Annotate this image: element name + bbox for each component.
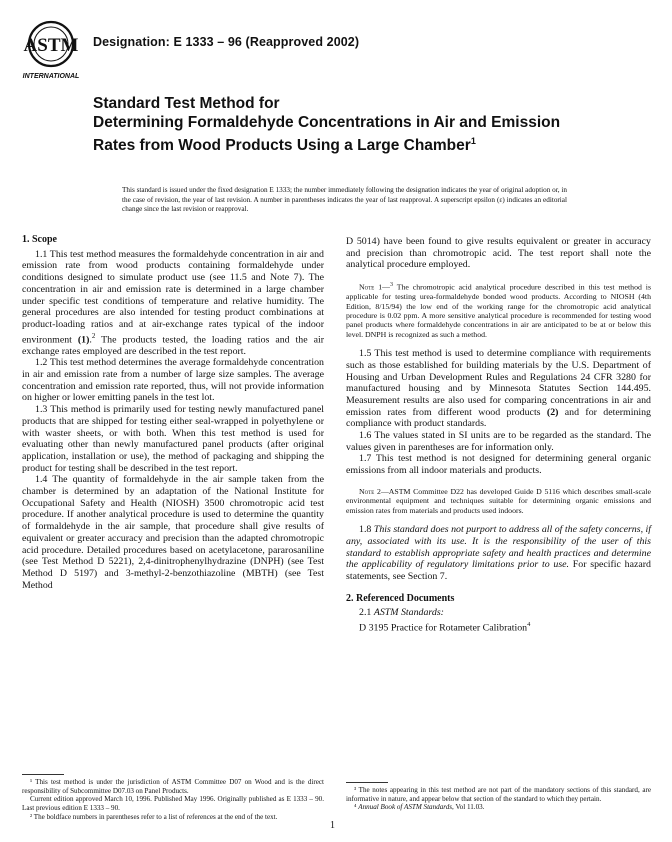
logo-caption: INTERNATIONAL	[22, 73, 80, 80]
paragraph-1-5: 1.5 This test method is used to determine compliance with requirements such as those established for building materials by the U.S. Department of Housing and Urban Development Rules and Regulations 24 CFR 3280 for manufactured housing and by Minnesota Statutes Section 144.495. Measurement results are also used for comparing concentrations in air and emission rates from different wood products (2) and for determining compliance with product standards.	[346, 348, 651, 430]
title-main: Determining Formaldehyde Concentrations in Air and Emission Rates from Wood Products Using a Large Chamber	[93, 113, 561, 155]
paragraph-1-2: 1.2 This test method determines the average formaldehyde concentration in air and emission rate from a number of large size samples. The average concentration and emission rate reported, thus, will not provide information on higher or lower emitting panels in the test lot.	[22, 357, 324, 404]
footnote-1: ¹ This test method is under the jurisdiction of ASTM Committee D07 on Wood and is the direct responsibility of Subcommittee D07.03 on Panel Products.	[22, 778, 324, 795]
footnote-3: ³ The notes appearing in this test method are not part of the mandatory sections of this standard, are informative in nature, and appear below that section of the standard to which they pertain.	[346, 786, 651, 803]
document-title	[93, 95, 563, 156]
footnote-1b: Current edition approved March 10, 1996. Published May 1996. Originally published as E 1333 – 90. Last previous edition E 1333 – 90.	[22, 795, 324, 813]
left-column	[22, 234, 324, 591]
paragraph-1-1: 1.1 This test method measures the formaldehyde concentration in air and emission rate from wood products containing formaldehyde under conditions designed to simulate product use (see 11.5 and Note 7). The concentration in air and emission rate is determined in a large chamber under specific test conditions of temperature and relative humidity. The general procedures are also intended for testing product combinations at product-loading ratios and at air-exchange rates typical of the indoor environment (1).$^2$ The products tested, the loading ratios and the air exchange rates employed are described in the test report.	[22, 248, 324, 357]
title-footnote-mark: 1	[470, 136, 476, 146]
page-number: 1	[330, 820, 335, 831]
reference-d3195: D 3195 Practice for Rotameter Calibration$^4$	[359, 621, 531, 634]
paragraph-1-4: 1.4 The quantity of formaldehyde in the air sample taken from the chamber is determined by an adaptation of the National Institute for Occupational Safety and Health (NIOSH) 3500 chromotropic acid test procedure. If another analytical procedure is used to determine the quantity of formaldehyde in the air sample, that procedure shall give results of equivalent or greater accuracy and precision than the adapted chromotropic acid procedure. Detailed procedures based on acetylacetone, pararosaniline (see Test Method D 5221), 2,4-dinitrophenylhydrazine (DNPH) (see Test Method D 5197) and 3-methyl-2-benzothiazoline (MBTH) (see Test Method	[22, 474, 324, 591]
svg-text:ASTM: ASTM	[23, 35, 79, 56]
footnote-2: ² The boldface numbers in parentheses refer to a list of references at the end of the text.	[30, 812, 278, 821]
footnotes-left	[22, 778, 324, 822]
intro-statement: This standard is issued under the fixed designation E 1333; the number immediately following the designation indicates the year of original adoption or, in the case of revision, the year of last revision. A number in parentheses indicates the year of last reapproval. A superscript epsilon (ε) indicates an editorial change since the last revision or reapproval.	[122, 186, 567, 214]
footnote-rule-right	[346, 782, 388, 783]
paragraph-1-7: 1.7 This test method is not designed for determining general organic emissions from all indoor materials and products.	[346, 453, 651, 477]
note-1: Note 1—$^3$ The chromotropic acid analytical procedure described in this test method is applicable for testing urea-formaldehyde bonded wood products. According to NIOSH (4th Edition, 8/15/94) the low end of the working range for the chromotropic acid analytical procedure is 0.02 ppm. A more sensitive analytical procedure is recommended for testing wood panel products where formaldehyde concentrations in air are anticipated to be at or below this level. DNPH is recognized as such a method.	[346, 282, 651, 339]
section-1-heading: 1. Scope	[22, 234, 57, 245]
footnote-4: ⁴ Annual Book of ASTM Standards, Vol 11.03.	[354, 803, 485, 812]
footnotes-right	[346, 786, 651, 812]
designation: Designation: E 1333 – 96 (Reapproved 2002)	[93, 35, 360, 49]
note-2: Note 2—ASTM Committee D22 has developed Guide D 5116 which describes small-scale environmental equipment and techniques suitable for determining organic emissions and emission rates from materials and products used indoors.	[346, 486, 651, 515]
right-column	[346, 236, 651, 634]
paragraph-1-8: 1.8 This standard does not purport to address all of the safety concerns, if any, associated with its use. It is the responsibility of the user of this standard to establish appropriate safety and health practices and determine the applicability of regulatory limitations prior to use. For specific hazard statements, see Section 7.	[346, 524, 652, 582]
paragraph-1-6: 1.6 The values stated in SI units are to be regarded as the standard. The values given in parentheses are for information only.	[346, 430, 651, 453]
footnote-rule-left	[22, 774, 64, 775]
paragraph-1-4-cont: D 5014) have been found to give results equivalent or greater in accuracy and precision than chromotropic acid. The test report shall note the analytical procedure employed.	[346, 236, 651, 271]
title-line-1: Standard Test Method for	[93, 95, 280, 112]
section-2-heading: 2. Referenced Documents	[346, 592, 455, 604]
paragraph-2-1: 2.1 ASTM Standards:	[359, 607, 444, 619]
astm-logo	[18, 18, 84, 82]
paragraph-1-3: 1.3 This method is primarily used for testing newly manufactured panel products that are shipped for testing either seal-wrapped in polyethylene or with waster sheets, or with both. When this test method is used for evaluating other than newly manufactured panel products (after original application, installation or use), the method of packaging and shipping the product for testing shall be described in the test report.	[22, 404, 324, 474]
